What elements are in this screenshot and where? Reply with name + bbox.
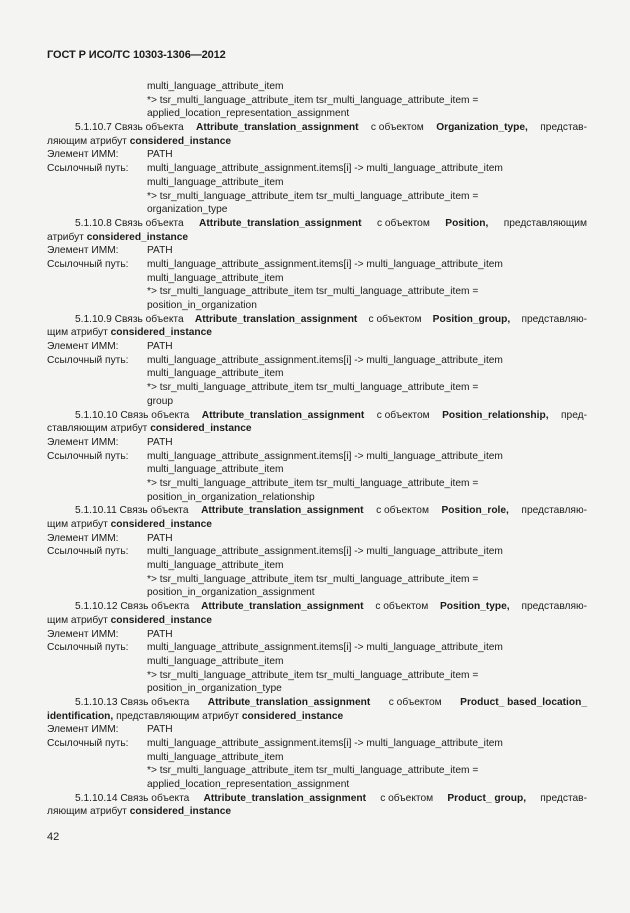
text-line: multi_language_attribute_item — [147, 751, 284, 763]
text-line: *> tsr_multi_language_attribute_item tsr_multi_language_attribute_item = — [147, 190, 479, 202]
ref-path-row: Ссылочный путь: multi_language_attribute_assignment.items[i] -> multi_language_attribute_item — [47, 354, 503, 366]
text-line: *> tsr_multi_language_attribute_item tsr_multi_language_attribute_item = — [147, 382, 479, 394]
text-line: *> tsr_multi_language_attribute_item tsr_multi_language_attribute_item = — [147, 573, 479, 585]
text-line: multi_language_attribute_item — [147, 272, 284, 284]
text-line: multi_language_attribute_item — [147, 368, 284, 380]
section-heading-cont: щим атрибут considered_instance — [47, 519, 212, 530]
section-heading-5-1-10-12: 5.1.10.12 Связь объекта Attribute_translation_assignment с объектом Position_type, представляю- — [75, 601, 587, 613]
section-heading-cont: identification, представляющим атрибут considered_instance — [47, 710, 344, 722]
element-row: Элемент ИММ: PATH — [47, 245, 173, 257]
text-line: multi_language_attribute_item — [147, 81, 284, 92]
section-heading-cont: ляющим атрибут considered_instance — [47, 806, 232, 818]
text-line: group — [147, 395, 174, 407]
text-line: position_in_organization_type — [147, 683, 282, 695]
text-line: multi_language_attribute_item — [147, 176, 284, 188]
section-heading-5-1-10-13: 5.1.10.13 Связь объекта Attribute_translation_assignment с объектом Product_ based_location_ — [75, 696, 587, 708]
text-line: *> tsr_multi_language_attribute_item tsr_multi_language_attribute_item = — [147, 477, 479, 489]
ref-path-row: Ссылочный путь: multi_language_attribute_assignment.items[i] -> multi_language_attribute_item — [47, 450, 503, 462]
text-line: position_in_organization_relationship — [147, 491, 315, 503]
section-heading-5-1-10-10: 5.1.10.10 Связь объекта Attribute_translation_assignment с объектом Position_relationship, пред- — [75, 409, 587, 421]
text-line: position_in_organization_assignment — [147, 587, 315, 599]
text-line: position_in_organization — [147, 300, 257, 311]
page-number: 42 — [47, 831, 60, 843]
text-line: multi_language_attribute_item — [147, 655, 284, 667]
text-line: *> tsr_multi_language_attribute_item tsr_multi_language_attribute_item = — [147, 669, 479, 681]
section-heading-5-1-10-11: 5.1.10.11 Связь объекта Attribute_translation_assignment с объектом Position_role, представляю- — [75, 505, 587, 517]
text-line: multi_language_attribute_item — [147, 464, 284, 476]
ref-path-row: Ссылочный путь: multi_language_attribute_assignment.items[i] -> multi_language_attribute_item — [47, 546, 503, 558]
element-row: Элемент ИММ: PATH — [47, 149, 173, 161]
element-row: Элемент ИММ: PATH — [47, 436, 173, 448]
section-heading-cont: атрибут considered_instance — [47, 231, 189, 243]
section-heading-5-1-10-14: 5.1.10.14 Связь объекта Attribute_translation_assignment с объектом Product_ group, представ- — [75, 792, 587, 804]
text-line: multi_language_attribute_item — [147, 560, 284, 572]
ref-path-row: Ссылочный путь: multi_language_attribute_assignment.items[i] -> multi_language_attribute_item — [47, 163, 503, 175]
element-row: Элемент ИММ: PATH — [47, 724, 173, 736]
section-heading-cont: щим атрибут considered_instance — [47, 327, 212, 339]
ref-path-row: Ссылочный путь: multi_language_attribute_assignment.items[i] -> multi_language_attribute_item — [47, 642, 503, 654]
section-heading-5-1-10-7: 5.1.10.7 Связь объекта Attribute_translation_assignment с объектом Organization_type, представ- — [75, 122, 587, 134]
text-line: *> tsr_multi_language_attribute_item tsr_multi_language_attribute_item = — [147, 94, 479, 106]
ref-path-row: Ссылочный путь: multi_language_attribute_assignment.items[i] -> multi_language_attribute_item — [47, 258, 503, 270]
section-heading-cont: ставляющим атрибут considered_instance — [47, 423, 252, 435]
text-line: organization_type — [147, 204, 228, 216]
section-heading-cont: щим атрибут considered_instance — [47, 614, 212, 626]
document-header: ГОСТ Р ИСО/ТС 10303-1306—2012 — [47, 49, 226, 61]
text-line: applied_location_representation_assignment — [147, 108, 350, 120]
element-row: Элемент ИММ: PATH — [47, 628, 173, 640]
section-heading-5-1-10-8: 5.1.10.8 Связь объекта Attribute_translation_assignment с объектом Position, представляющим — [75, 217, 587, 229]
text-line: *> tsr_multi_language_attribute_item tsr_multi_language_attribute_item = — [147, 765, 479, 777]
element-row: Элемент ИММ: PATH — [47, 532, 173, 544]
section-heading-5-1-10-9: 5.1.10.9 Связь объекта Attribute_translation_assignment с объектом Position_group, представляю- — [75, 313, 587, 325]
text-line: *> tsr_multi_language_attribute_item tsr_multi_language_attribute_item = — [147, 286, 479, 298]
element-row: Элемент ИММ: PATH — [47, 341, 173, 353]
text-line: applied_location_representation_assignment — [147, 779, 350, 791]
ref-path-row: Ссылочный путь: multi_language_attribute_assignment.items[i] -> multi_language_attribute_item — [47, 738, 503, 749]
section-heading-cont: ляющим атрибут considered_instance — [47, 135, 232, 147]
document-body — [47, 80, 587, 819]
